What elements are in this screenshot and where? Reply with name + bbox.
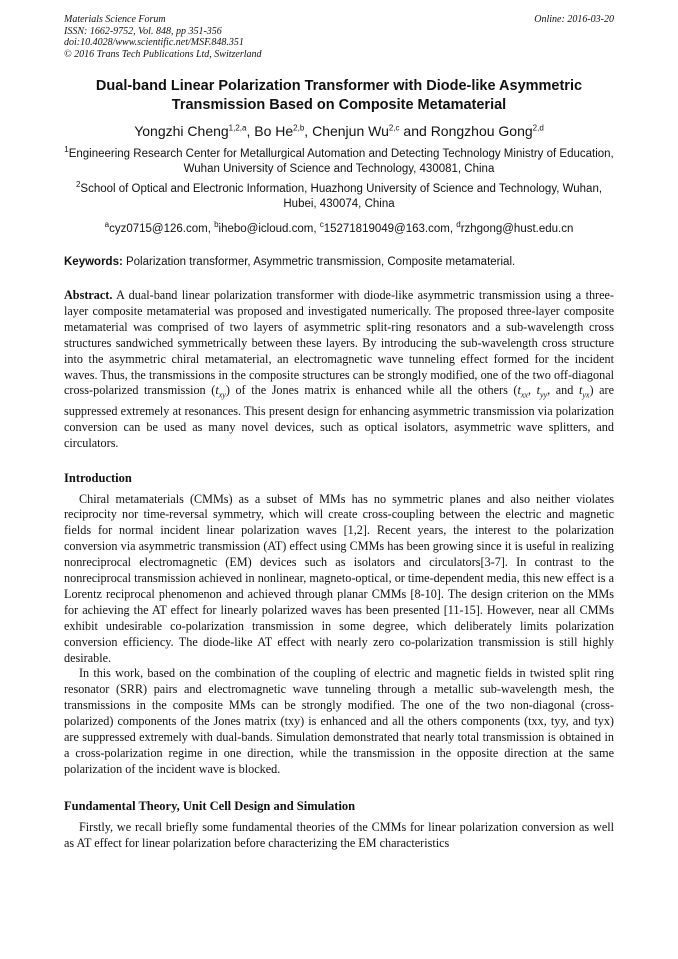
online-date: Online: 2016-03-20 [534,14,614,25]
author-list [64,121,614,141]
math-symbol: $t_{xy}$ [215,383,226,400]
author: Chenjun Wu$^{2,c}$ and [312,123,431,139]
author: Bo He$^{2,b}$, [254,123,313,139]
abstract [64,288,614,452]
section-heading-theory: Fundamental Theory, Unit Cell Design and Simulation [64,798,356,813]
keywords-label: Keywords: [64,256,123,268]
paragraph: Firstly, we recall briefly some fundamental theories of the CMMs for linear polarization conversion as well as AT effect for linear polarization before characterizing the EM characteristics [64,819,614,850]
math-symbol: $t_{yy}$ [536,383,548,400]
affiliation-1: $^1$Engineering Research Center for Metallurgical Automation and Detecting Technology Ministry of Education, Wuhan University of Science and Technology, 430081, China [64,145,614,175]
email-link[interactable]: rzhgong@hust.edu.cn [460,223,574,235]
email-link[interactable]: cyz0715@126.com [109,223,208,235]
section-heading-introduction: Introduction [64,470,132,485]
journal-doi: doi:10.4028/www.scientific.net/MSF.848.351 [64,37,244,48]
paper-title: Dual-band Linear Polarization Transformer with Diode-like Asymmetric Transmission Based on Composite Metamaterial [95,78,583,113]
keywords-text: Polarization transformer, Asymmetric transmission, Composite metamaterial. [122,256,516,268]
journal-name: Materials Science Forum [64,14,166,25]
paragraph: Chiral metamaterials (CMMs) as a subset of MMs has no symmetric planes and also neither violates reciprocity nor time-reversal symmetry, which will create cross-coupling between the electric and magnetic fields for normal incident linear polarization waves [1,2]. Recent years, the interest to the polarization conversion via asymmetric transmission (AT) effect using CMMs has been growing since it is useful in realizing nonreciprocal electromagnetic (EM) devices such as isolators and circulators[3-7]. In contrast to the nonreciprocal transmission achieved in nonlinear, magneto-optical, or time-dependent media, this new effect is a Lorentz reciprocal phenomenon and achieved through planar CMMs [8-10]. The design criterion on the MMs for achieving the AT effect for linearly polarized waves has been presented [11-15]. However, near all CMMs exhibit undesirable co-polarization transmission in some degree, which deliberately limits polarization conversion efficiency. The diode-like AT effect with nearly zero co-polarization transmission is still highly desirable. [64,491,614,665]
journal-copyright: © 2016 Trans Tech Publications Ltd, Switzerland [64,48,262,60]
math-symbol: $t_{yx}$ [578,383,590,400]
paragraph: In this work, based on the combination of the coupling of electric and magnetic fields in twisted split ring resonator (SRR) pairs and electromagnetic wave tunneling through a metallic sub-wavelength mesh, the transmissions in the composite MMs can be strongly modified. The one of the two non-diagonal (cross-polarized) components of the Jones matrix (txy) is enhanced and all the others components (txx, tyy, and tyx) are suppressed extremely with dual-bands. Simulation demonstrated that nearly total transmission is obtained in a cross-polarization regime in one direction, while the transmission in the opposite direction at the same polarization of the incident wave is blocked. [64,666,614,776]
journal-issn: ISSN: 1662-9752, Vol. 848, pp 351-356 [64,25,222,37]
abstract-body: A dual-band linear polarization transformer with diode-like asymmetric transmission using a three-layer composite metamaterial was proposed and investigated numerically. The proposed three-layer composite metamaterial was comprised of two layers of asymmetric split-ring resonators and a sub-wavelength cross structures sandwiched symmetrically between these layers. By introducing the sub-wavelength cross structure into the asymmetric chiral metamaterial, an electromagnetic wave tunneling effect formed for the incident waves. Thus, the transmissions in the composite structures can be strongly modified, one of the two off-diagonal cross-polarized transmission $(t_{xy})$ of the Jones matrix is enhanced while all the others ($t_{xx}$, $t_{yy}$, and $t_{yx}$) are suppressed extremely at resonances. This present design for enhancing asymmetric transmission via polarization conversion can be used as many novel devices, such as optical isolators, asymmetric wave splitters, and circulators. [64,288,614,450]
author: Rongzhou Gong$^{2,d}$ [430,123,544,139]
math-symbol: $t_{xx}$ [517,383,528,400]
affiliation-2: $^2$School of Optical and Electronic Information, Huazhong University of Science and Technology, Wuhan, Hubei, 430074, China [75,180,603,210]
keywords [64,255,614,270]
author-emails: $^a$cyz0715@126.com, $^b$ihebo@icloud.com, $^c$15271819049@163.com, $^d$rzhgong@hust.edu.cn [104,220,574,235]
email-link[interactable]: ihebo@icloud.com [218,223,314,235]
journal-header [64,14,614,60]
email-link[interactable]: 15271819049@163.com [323,223,450,235]
author: Yongzhi Cheng$^{1,2,a}$, [134,123,255,139]
abstract-label: Abstract. [64,288,113,302]
